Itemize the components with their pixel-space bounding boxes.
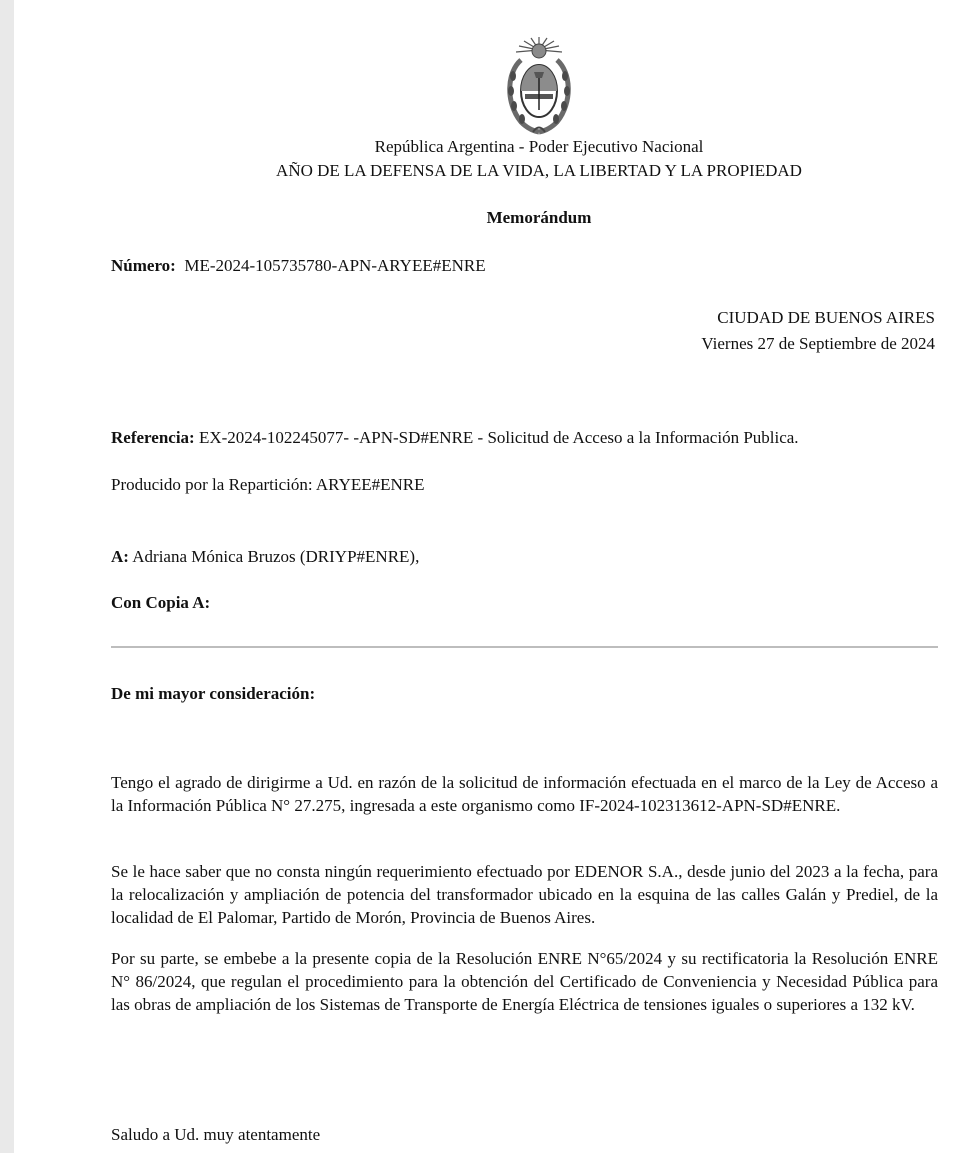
destinatario-value: Adriana Mónica Bruzos (DRIYP#ENRE), [132, 547, 420, 566]
con-copia-label: Con Copia A: [111, 593, 211, 612]
greeting: De mi mayor consideración: [111, 684, 316, 703]
referencia-line [111, 428, 799, 448]
page-margin-strip [0, 0, 14, 1153]
destinatario-label: A: [111, 547, 129, 566]
body-paragraph-2: Se le hace saber que no consta ningún requerimiento efectuado por EDENOR S.A., desde junio del 2023 a la fecha, para la relocalización y ampliación de potencia del transformador ubicado en la esquina de las calles Galán y Prediel, de la localidad de El Palomar, Partido de Morón, Provincia de Buenos Aires. [111, 862, 938, 927]
section-divider [111, 646, 938, 648]
document-type-title: Memorándum [486, 208, 592, 227]
numero-line [111, 256, 486, 276]
institution-line: República Argentina - Poder Ejecutivo Nacional [374, 137, 704, 156]
body-paragraph-3: Por su parte, se embebe a la presente copia de la Resolución ENRE N°65/2024 y su rectificatoria la Resolución ENRE N° 86/2024, que regulan el procedimiento para la obtención del Certificado de Conveniencia y Necesidad Pública para las obras de ampliación de los Sistemas de Transporte de Energía Eléctrica de tensiones iguales o superiores a 132 kV. [111, 949, 938, 1014]
memo-page [14, 0, 979, 1153]
closing-salutation: Saludo a Ud. muy atentamente [111, 1125, 321, 1144]
numero-value: ME-2024-105735780-APN-ARYEE#ENRE [184, 256, 486, 275]
year-motto: AÑO DE LA DEFENSA DE LA VIDA, LA LIBERTAD Y LA PROPIEDAD [276, 161, 802, 180]
producido-line: Producido por la Repartición: ARYEE#ENRE [111, 475, 425, 494]
referencia-label: Referencia: [111, 428, 195, 447]
argentina-coat-of-arms-icon [501, 36, 577, 136]
body-paragraph-1: Tengo el agrado de dirigirme a Ud. en razón de la solicitud de información efectuada en el marco de la Ley de Acceso a la Información Pública N° 27.275, ingresada a este organismo como IF-2024-102313612-APN-SD#ENRE. [111, 773, 938, 815]
numero-label: Número: [111, 256, 176, 275]
destinatario-line [111, 547, 419, 567]
referencia-value: EX-2024-102245077- -APN-SD#ENRE - Solicitud de Acceso a la Información Publica. [198, 428, 799, 447]
city-line: CIUDAD DE BUENOS AIRES [717, 308, 935, 327]
date-line: Viernes 27 de Septiembre de 2024 [701, 334, 935, 353]
